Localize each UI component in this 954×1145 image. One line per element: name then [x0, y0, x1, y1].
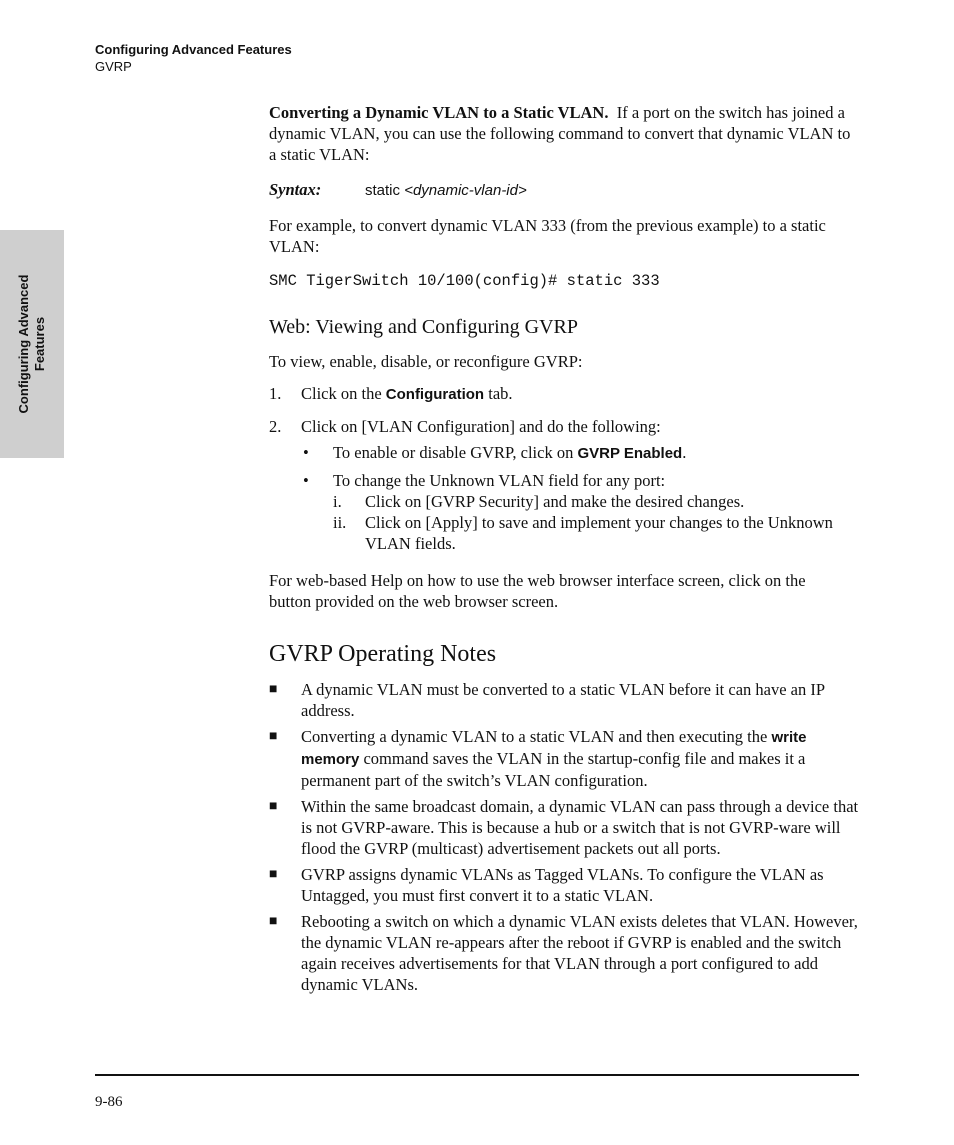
running-head — [95, 41, 292, 75]
side-tab-line-1: Configuring Advanced — [16, 274, 31, 414]
sub-step-ii-number: ii. — [333, 513, 347, 532]
square-bullet-glyph: ■ — [269, 682, 278, 697]
syntax-label: Syntax: — [269, 180, 322, 199]
syntax-line — [269, 179, 859, 201]
bullet-1-term: GVRP Enabled — [577, 445, 683, 462]
note-5-text: Rebooting a switch on which a dynamic VLAN exists deletes that VLAN. However, the dynamic VLAN re-appears after the reboot if GVRP is enabled and the switch again receives advertisements for that VLAN through a port configured to add dynamic VLANs. — [301, 912, 858, 994]
note-1-text: A dynamic VLAN must be converted to a static VLAN before it can have an IP address. — [301, 680, 825, 720]
page-number: 9-86 — [95, 1094, 123, 1110]
note-item-1 — [269, 679, 859, 721]
help-text-before: For web-based Help on how to use the web browser interface screen, click on the — [269, 571, 806, 590]
example-command: SMC TigerSwitch 10/100(config)# static 333 — [269, 272, 660, 290]
notes-section-heading: GVRP Operating Notes — [269, 641, 497, 667]
bullet-1-text-after: . — [682, 443, 687, 462]
bullet-glyph: • — [303, 471, 309, 490]
help-paragraph — [269, 570, 859, 612]
sub-step-ii — [269, 512, 859, 554]
sub-step-i-text: Click on [GVRP Security] and make the desired changes. — [365, 492, 745, 511]
syntax-command — [365, 182, 527, 199]
web-section-intro: To view, enable, disable, or reconfigure GVRP: — [269, 352, 583, 371]
running-head-chapter: Configuring Advanced Features — [95, 42, 292, 57]
note-2-text-after: command saves the VLAN in the startup-config file and makes it a permanent part of the switch’s VLAN configuration. — [301, 749, 806, 790]
bullet-item-1 — [269, 442, 859, 464]
chapter-side-tab-label — [16, 275, 48, 414]
converting-paragraph — [269, 102, 859, 165]
converting-run-in-heading: Converting a Dynamic VLAN to a Static VLAN. — [269, 103, 609, 122]
step-2-number: 2. — [269, 417, 282, 436]
bullet-2-text: To change the Unknown VLAN field for any port: — [333, 471, 666, 490]
bullet-glyph: • — [303, 443, 309, 462]
sub-step-ii-text: Click on [Apply] to save and implement your changes to the Unknown VLAN fields. — [365, 513, 833, 553]
example-paragraph: For example, to convert dynamic VLAN 333 (from the previous example) to a static VLAN: — [269, 216, 826, 256]
syntax-command-argument: <dynamic-vlan-id> — [404, 182, 527, 199]
footer-rule — [95, 1074, 859, 1076]
step-1-number: 1. — [269, 384, 282, 403]
converting-text: If a port on the switch has joined a dynamic VLAN, you can use the following command to convert that dynamic VLAN to a static VLAN: — [269, 103, 851, 164]
step-1-term: Configuration — [385, 386, 485, 403]
bullet-item-2 — [269, 470, 859, 491]
note-3-text: Within the same broadcast domain, a dynamic VLAN can pass through a device that is not GVRP-aware. This is because a hub or a switch that is not GVRP-ware will flood the GVRP (multicast) advertisement packets out all ports. — [301, 797, 859, 858]
step-1-text-after: tab. — [488, 384, 513, 403]
syntax-command-keyword: static — [365, 182, 401, 199]
note-2-text-before: Converting a dynamic VLAN to a static VLAN and then executing the — [301, 727, 768, 746]
step-2 — [269, 416, 859, 437]
square-bullet-glyph: ■ — [269, 799, 278, 814]
sub-step-i-number: i. — [333, 492, 342, 511]
note-item-3 — [269, 796, 859, 859]
side-tab-line-2: Features — [32, 316, 47, 372]
note-item-4 — [269, 864, 859, 906]
note-item-5 — [269, 911, 859, 995]
step-1 — [269, 383, 859, 405]
chapter-side-tab — [0, 230, 64, 458]
sub-step-i — [269, 491, 859, 512]
web-section-heading: Web: Viewing and Configuring GVRP — [269, 316, 579, 338]
help-text-after: button provided on the web browser screen. — [269, 592, 559, 611]
square-bullet-glyph: ■ — [269, 867, 278, 882]
step-1-text-before: Click on the — [301, 384, 382, 403]
square-bullet-glyph: ■ — [269, 914, 278, 929]
step-2-text: Click on [VLAN Configuration] and do the following: — [301, 417, 661, 436]
note-item-2 — [269, 726, 859, 791]
running-head-section: GVRP — [95, 59, 132, 74]
note-4-text: GVRP assigns dynamic VLANs as Tagged VLANs. To configure the VLAN as Untagged, you must first convert it to a static VLAN. — [301, 865, 824, 905]
bullet-1-text-before: To enable or disable GVRP, click on — [333, 443, 574, 462]
note-2-term: write memory — [301, 729, 807, 768]
square-bullet-glyph: ■ — [269, 729, 278, 744]
main-content — [269, 102, 859, 1000]
